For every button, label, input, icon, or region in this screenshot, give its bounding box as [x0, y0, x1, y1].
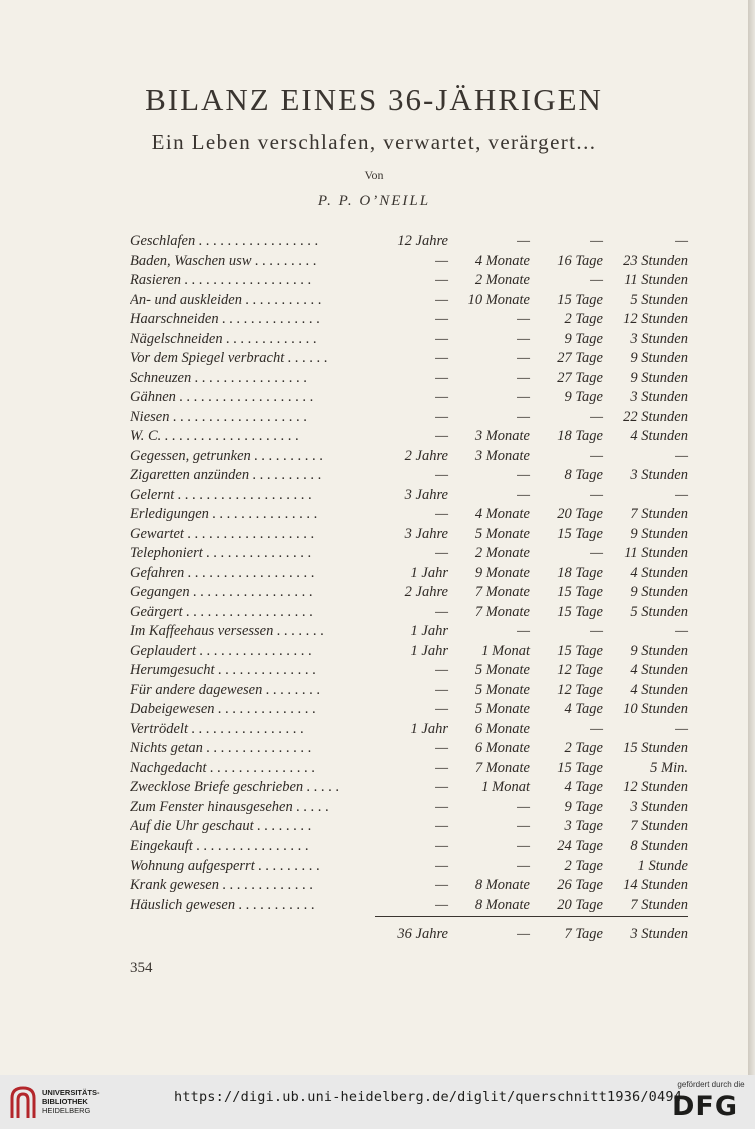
row-hours: 3 Stunden [630, 467, 688, 484]
total-months: — [517, 926, 530, 942]
row-years: 1 Jahr [410, 642, 448, 659]
row-years: — [435, 818, 448, 835]
row-label: Für andere dagewesen . . . . . . . . [130, 681, 321, 698]
row-months: 7 Monate [474, 584, 530, 601]
row-hours: 7 Stunden [630, 818, 688, 835]
page-subtitle: Ein Leben verschlafen, verwartet, verärgert... [151, 130, 597, 154]
row-years: — [435, 837, 448, 854]
row-years: — [435, 857, 448, 874]
row-years: — [435, 545, 448, 562]
row-label: Nachgedacht . . . . . . . . . . . . . . . [130, 759, 316, 776]
row-months: — [517, 350, 530, 367]
row-years: — [435, 467, 448, 484]
row-years: 12 Jahre [397, 233, 448, 249]
row-months: 3 Monate [474, 447, 530, 464]
row-hours: 11 Stunden [624, 545, 688, 562]
row-months: — [517, 623, 530, 640]
row-label: Nägelschneiden . . . . . . . . . . . . . [130, 330, 317, 347]
sum-rule [375, 916, 688, 917]
row-days: — [590, 623, 603, 640]
row-months: 6 Monate [474, 740, 530, 757]
library-name [42, 1088, 100, 1115]
row-label: W. C. . . . . . . . . . . . . . . . . . . . [130, 428, 300, 445]
table-row [0, 447, 748, 467]
table-row [0, 778, 748, 798]
row-label: Auf die Uhr geschaut . . . . . . . . [130, 818, 312, 835]
row-label: Erledigungen . . . . . . . . . . . . . . . [130, 506, 318, 523]
row-hours: — [675, 720, 688, 737]
row-days: 15 Tage [557, 603, 603, 620]
row-hours: 4 Stunden [630, 681, 688, 698]
row-years: — [435, 681, 448, 698]
row-label: Gelernt . . . . . . . . . . . . . . . . . . . [130, 486, 313, 503]
row-years: — [435, 506, 448, 523]
row-days: 4 Tage [564, 701, 603, 718]
row-hours: 22 Stunden [623, 408, 688, 425]
row-years: — [435, 291, 448, 308]
table-row [0, 876, 748, 896]
row-years: 3 Jahre [404, 486, 448, 503]
row-hours: 1 Stunde [637, 857, 688, 874]
row-years: 1 Jahr [410, 720, 448, 737]
row-days: 18 Tage [557, 564, 603, 581]
row-months: — [517, 837, 530, 854]
row-months: 6 Monate [474, 720, 530, 737]
row-years: — [435, 603, 448, 620]
table-row [0, 427, 748, 447]
row-years: — [435, 740, 448, 757]
row-months: 8 Monate [474, 896, 530, 913]
row-months: — [517, 233, 530, 249]
table-row [0, 466, 748, 486]
byline: Von [364, 168, 384, 182]
table-row [0, 896, 748, 916]
row-months: 8 Monate [474, 877, 530, 894]
row-label: Vor dem Spiegel verbracht . . . . . . [130, 350, 328, 367]
table-row [0, 759, 748, 779]
row-years: — [435, 662, 448, 679]
row-hours: 4 Stunden [630, 564, 688, 581]
table-row [0, 252, 748, 272]
table-row [0, 642, 748, 662]
total-days: 7 Tage [564, 926, 603, 942]
row-label: Wohnung aufgesperrt . . . . . . . . . [130, 857, 320, 874]
library-name-line1: UNIVERSITÄTS- [42, 1088, 100, 1097]
row-hours: 9 Stunden [630, 369, 688, 386]
table-row [0, 564, 748, 584]
row-label: Dabeigewesen . . . . . . . . . . . . . . [130, 701, 317, 718]
row-months: 5 Monate [474, 701, 530, 718]
row-days: 8 Tage [564, 467, 603, 484]
row-hours: 5 Stunden [630, 603, 688, 620]
row-hours: — [675, 623, 688, 640]
table-row [0, 739, 748, 759]
row-years: — [435, 759, 448, 776]
table-row [0, 486, 748, 506]
row-months: 3 Monate [474, 428, 530, 445]
row-hours: 3 Stunden [630, 389, 688, 406]
table-row [0, 408, 748, 428]
row-hours: 4 Stunden [630, 662, 688, 679]
row-label: Geärgert . . . . . . . . . . . . . . . . . . [130, 603, 314, 620]
row-days: 15 Tage [557, 759, 603, 776]
row-years: 2 Jahre [404, 447, 448, 464]
row-days: 3 Tage [564, 818, 603, 835]
row-years: 1 Jahr [410, 564, 448, 581]
row-days: 20 Tage [557, 896, 603, 913]
row-hours: 9 Stunden [630, 350, 688, 367]
row-days: 12 Tage [557, 681, 603, 698]
row-label: Zigaretten anzünden . . . . . . . . . . [130, 467, 322, 484]
row-hours: 9 Stunden [630, 525, 688, 542]
row-label: Häuslich gewesen . . . . . . . . . . . [130, 896, 315, 913]
table-row [0, 700, 748, 720]
table-row [0, 817, 748, 837]
table-row [0, 291, 748, 311]
row-label: Rasieren . . . . . . . . . . . . . . . . . . [130, 272, 312, 289]
row-years: — [435, 779, 448, 796]
table-row [0, 622, 748, 642]
row-hours: 9 Stunden [630, 642, 688, 659]
row-label: Telephoniert . . . . . . . . . . . . . . . [130, 545, 312, 562]
row-days: 9 Tage [564, 330, 603, 347]
row-hours: 9 Stunden [630, 584, 688, 601]
row-years: — [435, 350, 448, 367]
row-months: 9 Monate [474, 564, 530, 581]
row-label: An- und auskleiden . . . . . . . . . . . [130, 291, 322, 308]
row-hours: 5 Min. [650, 759, 688, 776]
row-label: Gegessen, getrunken . . . . . . . . . . [130, 447, 324, 464]
row-years: — [435, 896, 448, 913]
table-row [0, 232, 748, 252]
row-days: 24 Tage [557, 837, 603, 854]
row-years: — [435, 272, 448, 289]
row-days: — [590, 545, 603, 562]
library-logo-icon [8, 1084, 38, 1120]
row-years: 1 Jahr [410, 623, 448, 640]
row-months: 1 Monat [481, 642, 530, 659]
row-hours: 14 Stunden [623, 877, 688, 894]
row-hours: 3 Stunden [630, 330, 688, 347]
row-label: Gähnen . . . . . . . . . . . . . . . . . . . [130, 389, 314, 406]
row-label: Zwecklose Briefe geschrieben . . . . . [130, 779, 340, 796]
row-label: Niesen . . . . . . . . . . . . . . . . . . . [130, 408, 308, 425]
table-row [0, 310, 748, 330]
row-days: — [590, 486, 603, 503]
row-months: — [517, 467, 530, 484]
row-months: 7 Monate [474, 603, 530, 620]
row-hours: — [675, 486, 688, 503]
row-days: 12 Tage [557, 662, 603, 679]
row-months: 2 Monate [474, 272, 530, 289]
row-months: 1 Monat [481, 779, 530, 796]
row-years: 2 Jahre [404, 584, 448, 601]
row-days: 20 Tage [557, 506, 603, 523]
row-years: — [435, 701, 448, 718]
funded-by-label: gefördert durch die [677, 1080, 745, 1089]
row-hours: 15 Stunden [623, 740, 688, 757]
page-title: BILANZ EINES 36-JÄHRIGEN [145, 82, 603, 117]
table-row [0, 525, 748, 545]
library-name-line2: BIBLIOTHEK [42, 1097, 88, 1106]
table-row [0, 388, 748, 408]
row-months: 5 Monate [474, 525, 530, 542]
row-months: 7 Monate [474, 759, 530, 776]
row-years: — [435, 311, 448, 328]
row-months: 5 Monate [474, 662, 530, 679]
row-years: — [435, 369, 448, 386]
row-hours: 12 Stunden [623, 779, 688, 796]
row-hours: 5 Stunden [630, 291, 688, 308]
row-hours: 7 Stunden [630, 896, 688, 913]
viewer-footer [0, 1075, 755, 1129]
page-number: 354 [130, 960, 153, 976]
row-days: — [590, 272, 603, 289]
row-days: 27 Tage [557, 350, 603, 367]
row-label: Herumgesucht . . . . . . . . . . . . . . [130, 662, 317, 679]
library-name-line3: HEIDELBERG [42, 1106, 91, 1115]
table-row [0, 837, 748, 857]
row-days: 2 Tage [564, 311, 603, 328]
row-days: — [590, 233, 603, 249]
row-label: Geplaudert . . . . . . . . . . . . . . . . [130, 642, 313, 659]
row-years: — [435, 252, 448, 269]
row-days: 2 Tage [564, 857, 603, 874]
table-row [0, 544, 748, 564]
row-months: — [517, 818, 530, 835]
row-days: — [590, 408, 603, 425]
row-months: 2 Monate [474, 545, 530, 562]
table-row [0, 369, 748, 389]
table-row [0, 349, 748, 369]
row-days: 15 Tage [557, 584, 603, 601]
row-days: 9 Tage [564, 389, 603, 406]
row-hours: 4 Stunden [630, 428, 688, 445]
row-years: — [435, 428, 448, 445]
row-months: — [517, 311, 530, 328]
row-months: — [517, 857, 530, 874]
row-days: 26 Tage [557, 877, 603, 894]
row-years: — [435, 330, 448, 347]
row-days: 18 Tage [557, 428, 603, 445]
row-label: Im Kaffeehaus versessen . . . . . . . [130, 623, 325, 640]
author-name: P. P. O’NEILL [317, 193, 431, 209]
row-label: Gegangen . . . . . . . . . . . . . . . . . [130, 584, 313, 601]
row-months: 4 Monate [474, 506, 530, 523]
table-row [0, 271, 748, 291]
row-label: Krank gewesen . . . . . . . . . . . . . [130, 877, 314, 894]
row-hours: 3 Stunden [630, 798, 688, 815]
row-months: — [517, 486, 530, 503]
row-months: — [517, 798, 530, 815]
row-days: 27 Tage [557, 369, 603, 386]
row-days: 16 Tage [557, 252, 603, 269]
row-years: 3 Jahre [404, 525, 448, 542]
row-months: 4 Monate [474, 252, 530, 269]
dfg-logo: DFG [672, 1091, 739, 1122]
row-label: Geschlafen . . . . . . . . . . . . . . . . . [130, 233, 319, 249]
row-days: — [590, 720, 603, 737]
row-days: 4 Tage [564, 779, 603, 796]
row-days: 15 Tage [557, 291, 603, 308]
row-label: Vertrödelt . . . . . . . . . . . . . . . . [130, 720, 304, 737]
row-months: — [517, 369, 530, 386]
time-balance-table [0, 232, 748, 915]
permalink-url[interactable]: https://digi.ub.uni-heidelberg.de/diglit/querschnitt1936/0494 [174, 1089, 682, 1105]
row-hours: — [675, 447, 688, 464]
table-row [0, 661, 748, 681]
row-months: 5 Monate [474, 681, 530, 698]
row-days: 9 Tage [564, 798, 603, 815]
total-hours: 3 Stunden [630, 926, 688, 942]
total-row [0, 925, 748, 945]
table-row [0, 505, 748, 525]
row-days: 15 Tage [557, 642, 603, 659]
table-row [0, 798, 748, 818]
total-years: 36 Jahre [397, 926, 448, 942]
row-years: — [435, 389, 448, 406]
row-hours: 7 Stunden [630, 506, 688, 523]
row-label: Haarschneiden . . . . . . . . . . . . . . [130, 311, 321, 328]
row-years: — [435, 877, 448, 894]
row-label: Gefahren . . . . . . . . . . . . . . . . . . [130, 564, 315, 581]
row-hours: — [675, 233, 688, 249]
row-hours: 12 Stunden [623, 311, 688, 328]
table-row [0, 583, 748, 603]
row-label: Zum Fenster hinausgesehen . . . . . [130, 798, 329, 815]
row-label: Schneuzen . . . . . . . . . . . . . . . . [130, 369, 308, 386]
row-label: Nichts getan . . . . . . . . . . . . . . . [130, 740, 312, 757]
table-row [0, 330, 748, 350]
row-days: 15 Tage [557, 525, 603, 542]
table-row [0, 603, 748, 623]
page-edge [748, 0, 755, 1075]
table-row [0, 720, 748, 740]
row-hours: 23 Stunden [623, 252, 688, 269]
row-label: Eingekauft . . . . . . . . . . . . . . . . [130, 837, 309, 854]
row-label: Gewartet . . . . . . . . . . . . . . . . . . [130, 525, 315, 542]
row-label: Baden, Waschen usw . . . . . . . . . [130, 252, 317, 269]
row-days: 2 Tage [564, 740, 603, 757]
row-months: — [517, 408, 530, 425]
row-hours: 11 Stunden [624, 272, 688, 289]
row-years: — [435, 798, 448, 815]
table-row [0, 857, 748, 877]
row-hours: 10 Stunden [623, 701, 688, 718]
row-hours: 8 Stunden [630, 837, 688, 854]
row-years: — [435, 408, 448, 425]
table-row [0, 681, 748, 701]
row-months: — [517, 330, 530, 347]
row-months: 10 Monate [467, 291, 530, 308]
row-days: — [590, 447, 603, 464]
row-months: — [517, 389, 530, 406]
